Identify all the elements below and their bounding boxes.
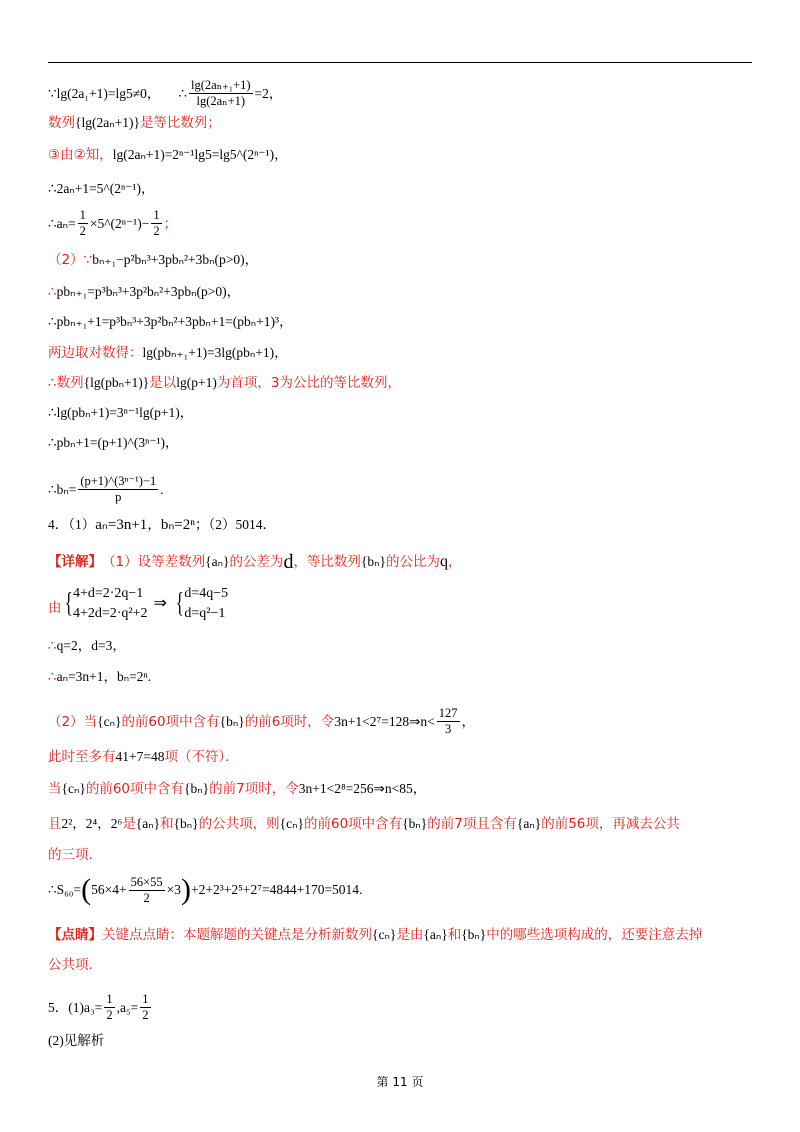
- equation-system-2: d=4q−5 d=q²−1: [184, 586, 229, 621]
- line-27: 5．(1) a₃= $\frac{1}{2}$ ,a₅= $\frac{1}{2}$: [48, 992, 149, 1022]
- line-10: ∴数列 {lg(pbₙ+1)} 是以 lg(p+1) 为首项，3为公比的等比数列，: [48, 375, 401, 391]
- line-13: ∴bₙ= $\frac{\text{(p+1)\textasciicircum{}(3ⁿ⁻¹)−1}}{p}$ .: [48, 474, 164, 504]
- header-rule: [48, 62, 752, 63]
- line-3: ③由②知， lg(2aₙ+1)=2ⁿ⁻¹lg5=lg5^(2ⁿ⁻¹)，: [48, 147, 288, 163]
- fraction: $\frac{1}{2}$: [79, 208, 86, 238]
- page-footer: 第 11 页: [376, 1075, 424, 1089]
- line-20: 此时至多有 41+7=48 项（不符）．: [48, 749, 239, 765]
- line-25: 【点睛】 关键点点睛：本题解题的关键点是分析新数列 {cₙ} 是由 {aₙ} 和 {bₙ} 中的哪些选项构成的，还要注意去掉: [48, 927, 703, 943]
- line-19: （2）当 {cₙ} 的前60项中含有 {bₙ} 的前6项时，令 3n+1<2⁷=128⇒n< $\frac{127}{3}$ ，: [48, 706, 476, 736]
- line-2: 数列 {lg(2aₙ+1)} 是等比数列；: [48, 115, 221, 131]
- line-28: (2)见解析: [48, 1033, 105, 1048]
- line-17: ∴ q=2，d=3，: [48, 638, 126, 654]
- fraction: $\frac{\text{lg(2aₙ₊₁+1)}}{\text{lg(2aₙ+1)}}$: [191, 78, 251, 108]
- line-1: ∵lg(2a₁+1)=lg5≠0， ∴ $\frac{\text{lg(2aₙ₊₁+1)}}{\text{lg(2aₙ+1)}}$ =2，: [48, 78, 283, 108]
- line-5: ∴aₙ= $\frac{1}{2}$ ×5^(2ⁿ⁻¹)− $\frac{1}{2}$ ；: [48, 208, 178, 238]
- equation-system-1: 4+d=2·2q−1 4+2d=2·q²+2: [72, 586, 148, 621]
- right-paren: ): [181, 873, 192, 906]
- line-9: 两边取对数得： lg(pbₙ₊₁+1)=3lg(pbₙ+1)，: [48, 345, 288, 361]
- line-21: 当 {cₙ} 的前60项中含有 {bₙ} 的前7项时，令 3n+1<2⁸=256⇒n<85 ，: [48, 781, 427, 797]
- fraction: $\frac{1}{2}$: [153, 208, 160, 238]
- line-23: 的三项.: [48, 847, 93, 863]
- line-8: ∴pbₙ₊₁+1=p³bₙ³+3p²bₙ²+3pbₙ+1=(pbₙ+1)³，: [48, 314, 293, 329]
- line-16-system: 由 { 4+d=2·2q−1 4+2d=2·q²+2 ⇒ { d=4q−5 d=q²−1: [48, 584, 228, 624]
- fraction: $\frac{127}{3}$: [438, 706, 458, 736]
- fraction: $\frac{1}{2}$: [142, 992, 149, 1022]
- line-15: 【详解】 （1）设等差数列 {aₙ} 的公差为 d ，等比数列 {bₙ} 的公比为 q ，: [48, 551, 462, 573]
- left-brace: {: [64, 588, 73, 619]
- line-18: ∴ aₙ=3n+1，bₙ=2ⁿ.: [48, 669, 152, 685]
- line-14: 4．（1） aₙ=3n+1 ， bₙ=2ⁿ ；（2）5014．: [48, 517, 276, 533]
- line-6: （2）∵ bₙ₊₁−p²bₙ³+3pbₙ²+3bₙ(p>0)，: [48, 252, 259, 268]
- fraction: $\frac{56\times 55}{2}$: [130, 874, 163, 905]
- line-12: ∴pbₙ+1=(p+1)^(3ⁿ⁻¹)，: [48, 435, 179, 450]
- line-24: ∴S₆₀= ( 56×4+ $\frac{56\times 55}{2}$ ×3 ) +2+2³+2⁵+2⁷=4844+170=5014.: [48, 873, 363, 906]
- line-11: ∴lg(pbₙ+1)=3ⁿ⁻¹lg(p+1)，: [48, 405, 194, 420]
- fraction: $\frac{\text{(p+1)\textasciicircum{}(3ⁿ⁻¹)−1}}{p}$: [80, 474, 157, 504]
- line-7: ∴ pbₙ₊₁=p³bₙ³+3p²bₙ²+3pbₙ(p>0)，: [48, 284, 241, 300]
- line-4: ∴2aₙ+1=5^(2ⁿ⁻¹)，: [48, 181, 155, 196]
- line-26: 公共项.: [48, 957, 93, 973]
- fraction: $\frac{1}{2}$: [106, 992, 113, 1022]
- left-brace: {: [175, 588, 184, 619]
- line-22: 且 2²，2⁴，2⁶ 是 {aₙ} 和 {bₙ} 的公共项，则 {cₙ} 的前60项中含有 {bₙ} 的前7项且含有 {aₙ} 的前56项，再减去公共: [48, 816, 680, 832]
- left-paren: (: [81, 873, 92, 906]
